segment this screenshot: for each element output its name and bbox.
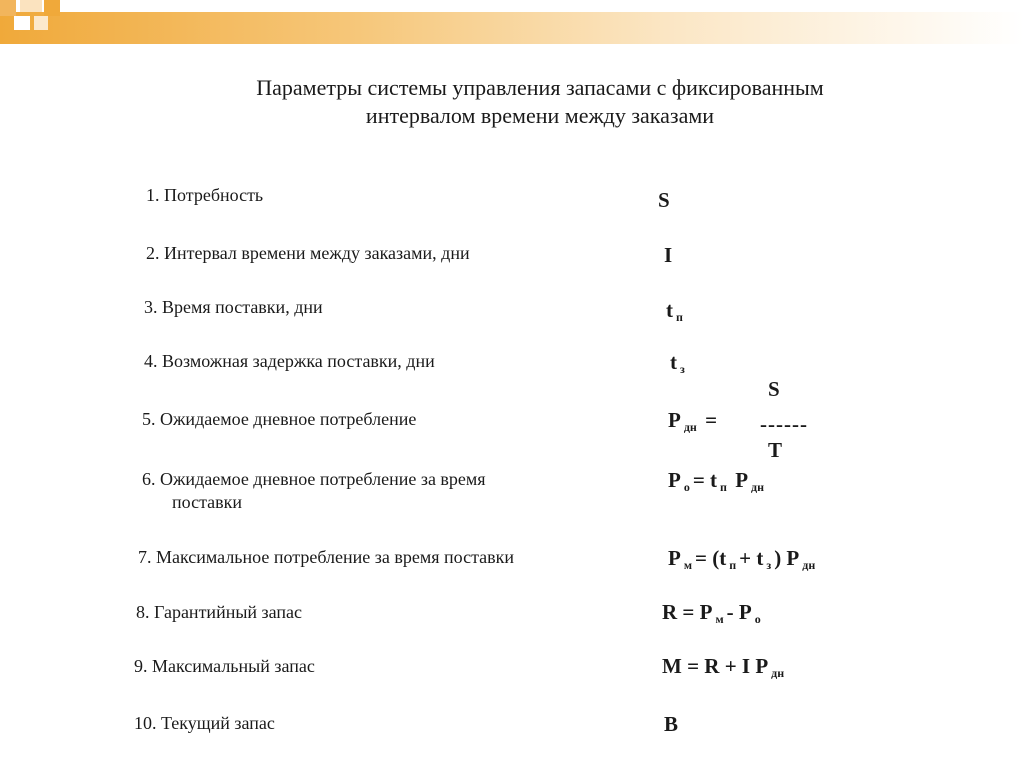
param-label-1: 1. Потребность <box>146 185 264 205</box>
formula-part: = t <box>692 468 718 492</box>
formula-main: t <box>666 298 673 322</box>
formula-part: = (t <box>695 546 727 570</box>
deco-square <box>44 0 60 16</box>
param-formula-8 <box>662 600 764 625</box>
title-line-1: Параметры системы управления запасами с фиксированным <box>256 75 824 100</box>
gradient-strip <box>0 12 1024 44</box>
formula-main: P <box>668 408 681 432</box>
formula-subscript: о <box>754 612 761 626</box>
equals-sign: = <box>705 408 718 432</box>
param-formula-9 <box>662 654 787 679</box>
title-line-2: интервалом времени между заказами <box>365 103 715 128</box>
param-label-10: 10. Текущий запас <box>134 713 275 733</box>
param-label-3: 3. Время поставки, дни <box>144 297 323 317</box>
formula-part: R = P <box>662 600 713 624</box>
param-label-6a: 6. Ожидаемое дневное потребление за время <box>142 469 486 489</box>
param-formula-5-lhs <box>668 408 717 433</box>
param-formula-4 <box>670 350 688 375</box>
formula-subscript: п <box>720 480 727 494</box>
param-formula-3 <box>666 298 686 323</box>
formula-subscript: о <box>683 480 690 494</box>
param-formula-7 <box>668 546 818 571</box>
page-title <box>180 74 900 130</box>
formula-part: P <box>668 546 681 570</box>
deco-square <box>20 0 42 12</box>
formula-subscript: п <box>676 310 683 324</box>
formula-subscript: дн <box>802 558 816 572</box>
fraction-numerator: S <box>768 377 780 401</box>
formula-subscript: м <box>715 612 724 626</box>
formula-part: - P <box>726 600 752 624</box>
top-decorative-bar <box>0 0 1024 44</box>
param-label-6b: поставки <box>172 492 243 512</box>
deco-square <box>0 0 16 16</box>
param-label-7: 7. Максимальное потребление за время поставки <box>138 547 515 567</box>
param-label-8: 8. Гарантийный запас <box>136 602 303 622</box>
param-formula-10: B <box>664 712 679 736</box>
param-label-5: 5. Ожидаемое дневное потребление <box>142 409 417 429</box>
fraction-denominator: T <box>768 438 783 462</box>
fraction-bar: ------ <box>760 412 808 436</box>
param-formula-2: I <box>664 243 673 267</box>
formula-subscript: дн <box>683 420 697 434</box>
formula-part: P <box>735 468 749 492</box>
deco-square <box>34 16 48 30</box>
formula-subscript: м <box>683 558 693 572</box>
formula-part: M = R + I P <box>662 654 769 678</box>
formula-main: t <box>670 350 677 374</box>
formula-part: P <box>668 468 681 492</box>
param-label-2: 2. Интервал времени между заказами, дни <box>146 243 470 263</box>
formula-subscript: п <box>729 558 737 572</box>
formula-subscript: дн <box>771 666 785 680</box>
deco-square <box>14 16 30 30</box>
formula-subscript: з <box>680 362 685 376</box>
param-label-9: 9. Максимальный запас <box>134 656 315 676</box>
param-formula-1: S <box>658 188 670 212</box>
formula-subscript: з <box>766 558 772 572</box>
formula-subscript: дн <box>751 480 765 494</box>
formula-part: ) P <box>774 546 800 570</box>
param-label-4: 4. Возможная задержка поставки, дни <box>144 351 435 371</box>
formula-part: + t <box>739 546 764 570</box>
param-formula-6 <box>668 468 767 493</box>
